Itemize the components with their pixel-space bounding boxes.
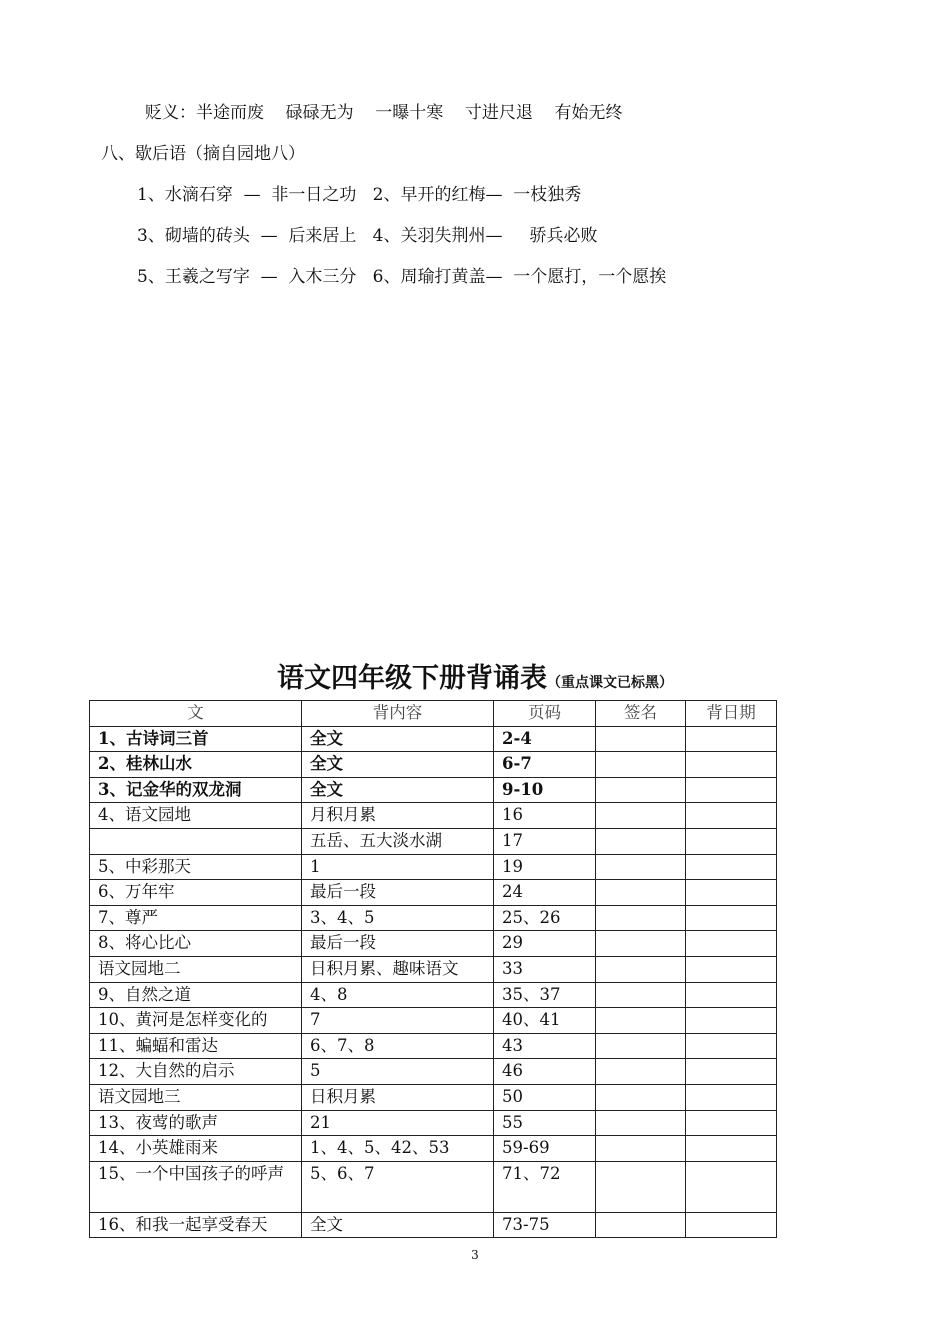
- signature-cell: [596, 1212, 686, 1238]
- header-signature: 签名: [596, 701, 686, 727]
- page-cell: 73-75: [494, 1212, 596, 1238]
- lesson-cell: 2、桂林山水: [90, 752, 302, 778]
- table-row: [90, 1110, 777, 1136]
- table-row: [90, 1136, 777, 1162]
- page-cell: 35、37: [494, 982, 596, 1008]
- lesson-cell: 语文园地二: [90, 956, 302, 982]
- page-cell: 6-7: [494, 752, 596, 778]
- content-cell: 7: [302, 1008, 494, 1034]
- page-cell: 33: [494, 956, 596, 982]
- date-cell: [686, 880, 777, 906]
- lesson-cell: 11、蝙蝠和雷达: [90, 1033, 302, 1059]
- table-row: [90, 1212, 777, 1238]
- page-cell: 43: [494, 1033, 596, 1059]
- page-cell: 46: [494, 1059, 596, 1085]
- lesson-cell: 6、万年牢: [90, 880, 302, 906]
- signature-cell: [596, 905, 686, 931]
- content-cell: 月积月累: [302, 803, 494, 829]
- lesson-cell: 8、将心比心: [90, 931, 302, 957]
- signature-cell: [596, 1136, 686, 1162]
- table-row: [90, 905, 777, 931]
- signature-cell: [596, 1110, 686, 1136]
- date-cell: [686, 1110, 777, 1136]
- page-cell: 50: [494, 1084, 596, 1110]
- lesson-cell: 语文园地三: [90, 1084, 302, 1110]
- recitation-table-title: [0, 656, 950, 695]
- header-text: 文: [90, 701, 302, 727]
- content-cell: 5、6、7: [302, 1161, 494, 1212]
- signature-cell: [596, 777, 686, 803]
- date-cell: [686, 828, 777, 854]
- content-cell: 1: [302, 854, 494, 880]
- xiehouyu-line-3: 5、王羲之写字 — 入木三分 6、周瑜打黄盖— 一个愿打，一个愿挨: [137, 267, 667, 287]
- content-cell: 日积月累、趣味语文: [302, 956, 494, 982]
- date-cell: [686, 854, 777, 880]
- page-cell: 16: [494, 803, 596, 829]
- content-cell: 最后一段: [302, 931, 494, 957]
- table-row: [90, 880, 777, 906]
- recitation-table: [89, 700, 777, 1238]
- content-cell: 3、4、5: [302, 905, 494, 931]
- table-row: [90, 1084, 777, 1110]
- table-row: [90, 982, 777, 1008]
- lesson-cell: 5、中彩那天: [90, 854, 302, 880]
- signature-cell: [596, 1161, 686, 1212]
- lesson-cell: 9、自然之道: [90, 982, 302, 1008]
- content-cell: 1、4、5、42、53: [302, 1136, 494, 1162]
- date-cell: [686, 1033, 777, 1059]
- table-row: [90, 931, 777, 957]
- table-row: [90, 777, 777, 803]
- table-row: [90, 1059, 777, 1085]
- page-number: 3: [471, 1248, 479, 1262]
- page-cell: 71、72: [494, 1161, 596, 1212]
- date-cell: [686, 803, 777, 829]
- content-cell: 全文: [302, 777, 494, 803]
- xiehouyu-line-2: 3、砌墙的砖头 — 后来居上 4、关羽失荆州— 骄兵必败: [137, 226, 598, 246]
- table-row: [90, 752, 777, 778]
- content-cell: 21: [302, 1110, 494, 1136]
- page-cell: 2-4: [494, 726, 596, 752]
- signature-cell: [596, 854, 686, 880]
- page-cell: 29: [494, 931, 596, 957]
- content-cell: 最后一段: [302, 880, 494, 906]
- lesson-cell: [90, 828, 302, 854]
- signature-cell: [596, 828, 686, 854]
- table-row: [90, 1033, 777, 1059]
- table-row: [90, 726, 777, 752]
- signature-cell: [596, 726, 686, 752]
- title-main: 语文四年级下册背诵表: [277, 663, 547, 694]
- date-cell: [686, 956, 777, 982]
- table-header-row: [90, 701, 777, 727]
- lesson-cell: 14、小英雄雨来: [90, 1136, 302, 1162]
- derogatory-idioms-line: 贬义：半途而废 碌碌无为 一曝十寒 寸进尺退 有始无终: [145, 103, 623, 123]
- date-cell: [686, 1084, 777, 1110]
- xiehouyu-line-1: 1、水滴石穿 — 非一日之功 2、早开的红梅— 一枝独秀: [137, 185, 582, 205]
- table-row: [90, 1008, 777, 1034]
- date-cell: [686, 726, 777, 752]
- table-row: [90, 956, 777, 982]
- table-row: [90, 854, 777, 880]
- page-cell: 24: [494, 880, 596, 906]
- header-date: 背日期: [686, 701, 777, 727]
- signature-cell: [596, 956, 686, 982]
- page-cell: 55: [494, 1110, 596, 1136]
- page-cell: 19: [494, 854, 596, 880]
- table-row: [90, 828, 777, 854]
- page-cell: 59-69: [494, 1136, 596, 1162]
- content-cell: 全文: [302, 752, 494, 778]
- content-cell: 5: [302, 1059, 494, 1085]
- signature-cell: [596, 803, 686, 829]
- page-cell: 17: [494, 828, 596, 854]
- date-cell: [686, 931, 777, 957]
- page-cell: 25、26: [494, 905, 596, 931]
- content-cell: 6、7、8: [302, 1033, 494, 1059]
- header-content: 背内容: [302, 701, 494, 727]
- lesson-cell: 16、和我一起享受春天: [90, 1212, 302, 1238]
- signature-cell: [596, 880, 686, 906]
- signature-cell: [596, 1084, 686, 1110]
- date-cell: [686, 777, 777, 803]
- page-cell: 9-10: [494, 777, 596, 803]
- date-cell: [686, 1161, 777, 1212]
- lesson-cell: 15、一个中国孩子的呼声: [90, 1161, 302, 1212]
- date-cell: [686, 1136, 777, 1162]
- signature-cell: [596, 752, 686, 778]
- content-cell: 全文: [302, 1212, 494, 1238]
- signature-cell: [596, 982, 686, 1008]
- content-cell: 日积月累: [302, 1084, 494, 1110]
- lesson-cell: 13、夜莺的歌声: [90, 1110, 302, 1136]
- lesson-cell: 4、语文园地: [90, 803, 302, 829]
- date-cell: [686, 905, 777, 931]
- date-cell: [686, 982, 777, 1008]
- page-cell: 40、41: [494, 1008, 596, 1034]
- date-cell: [686, 1212, 777, 1238]
- signature-cell: [596, 1059, 686, 1085]
- table-row: [90, 803, 777, 829]
- content-cell: 全文: [302, 726, 494, 752]
- lesson-cell: 12、大自然的启示: [90, 1059, 302, 1085]
- content-cell: 五岳、五大淡水湖: [302, 828, 494, 854]
- section-8-heading: 八、歇后语（摘自园地八）: [101, 144, 305, 164]
- signature-cell: [596, 931, 686, 957]
- title-note: （重点课文已标黑）: [547, 675, 673, 691]
- lesson-cell: 1、古诗词三首: [90, 726, 302, 752]
- lesson-cell: 3、记金华的双龙洞: [90, 777, 302, 803]
- lesson-cell: 7、尊严: [90, 905, 302, 931]
- date-cell: [686, 752, 777, 778]
- table-row: [90, 1161, 777, 1212]
- lesson-cell: 10、黄河是怎样变化的: [90, 1008, 302, 1034]
- date-cell: [686, 1059, 777, 1085]
- date-cell: [686, 1008, 777, 1034]
- signature-cell: [596, 1008, 686, 1034]
- header-page: 页码: [494, 701, 596, 727]
- signature-cell: [596, 1033, 686, 1059]
- content-cell: 4、8: [302, 982, 494, 1008]
